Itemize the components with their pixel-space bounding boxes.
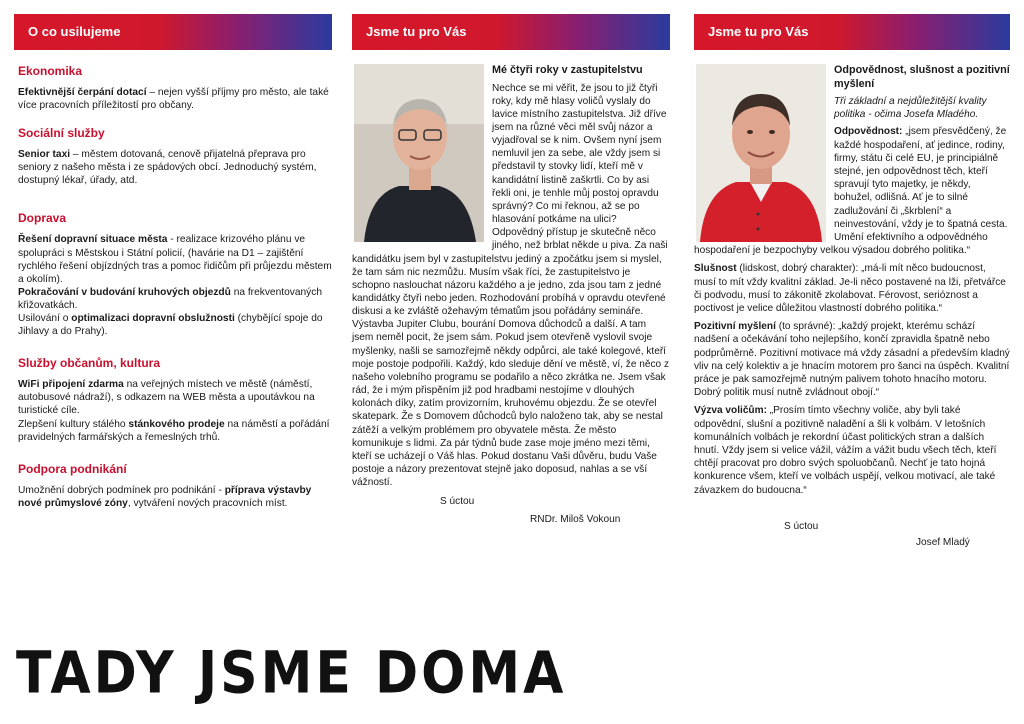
mlady-title: Odpovědnost, slušnost a pozitivní myšlení xyxy=(834,64,1010,90)
social-text: Senior taxi – městem dotovaná, cenově přijatelná přeprava pro seniory z našeho města i ze spádových obcí. Jednoduchý systém, dostupný lékař, úřady, atd. xyxy=(18,149,317,187)
transport-text-2: Pokračování v budování kruhových objezdů na frekventovaných křižovatkách. xyxy=(18,286,323,311)
mlady-photo xyxy=(696,64,826,242)
services-text-1: WiFi připojení zdarma na veřejných místech ve městě (náměstí, autobusové nádraží), s odkazem na WEB města a upoutávkou na turistické cíle. xyxy=(18,379,315,417)
mlady-positive-thinking: Pozitivní myšlení (to správné): „každý projekt, kterému schází nadšení a očekávání toho nejlepšího, končí zpravidla špatně nebo podprůměrně. Pozitivní motivace má vždy zásadní a především kladný vliv na celý kolektiv a je hnacím motorem pro šanci na úspěch. Kvalitní práce je pak samozřejmě nutným palivem tohoto hnacího motoru. Dobrý politik musí nutně zvládnout obojí.“ xyxy=(694,321,1010,399)
mlady-header: Jsme tu pro Vás xyxy=(694,14,1010,50)
column-mlady xyxy=(694,14,1010,549)
vokoun-body: Nechce se mi věřit, že jsou to již čtyři roky, kdy mě hlasy voličů vyslaly do lavice místního zastupitelstva. Již dříve jsem na různé věci měl svůj názor a vyjadřoval se k nim. Ovšem nyní jsem nemluvil jen za sebe, ale vždy jsem si představil ty stovky lidí, kteří mě v kandidátní listině zaškrtli. Co by asi řekli oni, je tenhle můj postoj opravdu správný? Co mi řeknou, až se po hlasování potkáme na ulici? Odpovědný přístup je skutečně něco jiného, než brblat někde u piva. Za naši kandidátku jsem byl v zastupitelstvu jediný a zpočátku jsem si myslel, že tam sám nic nezmůžu. Musím však říci, že zastupitelstvo je schopno naslouchat názoru každého a je jedno, zda jsou tam z jedné kandidátky čtyři nebo jeden. Rozhodování probíhá v opravdu otevřené diskusi a ke zvláště ožehavým tématům jsou pořádány semináře. Výstavba Jupiter Clubu, bourání Domova důchodců a další. A tam jsem neměl pocit, že jsem sám. Pokud jsem otevřeně vyslovil svoje myšlenky, našli se samozřejmě někdy odpůrci, ale také kolegové, kteří moje postoje podpořili. Každý, kdo sleduje dění ve městě, ví, že něco z našeho volebního programu se podařilo a něco zkrátka ne. Jsem však rád, že i mým přispěním již pod hradbami nestojíme v dlouhých kolonách díky, zatím provizorním, kruhovému objezdu. Že se otevřel skatepark. Že s Domovem důchodců bylo naloženo tak, aby se nestal zátěží a velkým problémem pro obyvatele města. Že město komunikuje s lidmi. Za pár týdnů bude zase moje jméno mezi těmi, kteří se ucházejí o Váš hlas. Pokud dostanu Vaši důvěru, budu Vaše postoje a názory prezentovat stejně jako doposud, nahlas a se vší vážností. xyxy=(352,82,670,489)
mlady-subtitle: Tři základní a nejdůležitější kvality politika - očima Josefa Mladého. xyxy=(834,96,987,121)
vokoun-photo xyxy=(354,64,484,242)
section-title-transport: Doprava xyxy=(18,211,67,226)
vokoun-greeting: S úctou xyxy=(440,496,475,508)
section-title-business: Podpora podnikání xyxy=(18,461,127,476)
column-vokoun xyxy=(352,14,670,526)
mlady-responsibility: Odpovědnost: „jsem přesvědčený, že každé hospodaření, ať jedince, rodiny, firmy, státu či celé EU, je principiálně stejné, jen odpovědnost těch, kteří spravují tyto majetky, je někdy, bohužel, odlišná. Ať je to silné zadlužování či „škrblení“ a neinvestování, vždy je to špatná cesta. Umění efektivního a odpovědného hospodaření je bezpochyby velkou výsadou dobrého politika.“ xyxy=(694,126,1008,257)
section-title-services: Služby občanům, kultura xyxy=(18,356,161,371)
column-goals xyxy=(14,14,332,514)
mlady-greeting: S úctou xyxy=(784,520,819,532)
mlady-appeal: Výzva voličům: „Prosím tímto všechny voliče, aby byli také odpovědní, slušní a pozitivně naladění a šli k volbám. V letošních komunálních volbách je rekordní účast politických stran a dalších hnutí. Vždy jsem si velice vážil, vážím a vážit budu všech těch, kteří chtějí pracovat pro dobro svých spoluobčanů. Nechť je tato hojná konkurence všem, kteří ve volbách uspějí, velkou motivací, ale také závazkem do budoucna.“ xyxy=(694,405,997,496)
section-title-economy: Ekonomika xyxy=(18,64,83,78)
transport-text-1: Řešení dopravní situace města - realizace krizového plánu ve spolupráci s Městskou i Státní policií, (havárie na D1 – zajištění rychlého řešení objízdných tras a pomoc řidičům při průjezdu městem a okolím). xyxy=(18,234,332,285)
mlady-signature: Josef Mladý xyxy=(916,537,970,549)
slogan: TADY JSME DOMA xyxy=(16,640,567,708)
services-text-2: Zlepšení kultury stálého stánkového prodeje na náměstí a pořádání pravidelných farmářských a řemeslných trhů. xyxy=(18,418,330,443)
transport-text-3: Usilování o optimalizaci dopravní obslužnosti (chybějící spoje do Jihlavy a do Prahy). xyxy=(18,313,323,338)
section-title-social: Sociální služby xyxy=(18,126,105,141)
vokoun-header: Jsme tu pro Vás xyxy=(352,14,670,50)
economy-text: Efektivnější čerpání dotací – nejen vyšší příjmy pro město, ale také více pracovních příležitostí pro občany. xyxy=(18,87,329,112)
business-text: Umožnění dobrých podmínek pro podnikání - příprava výstavby nové průmyslové zóny, vytváření nových pracovních míst. xyxy=(18,484,312,509)
goals-header: O co usilujeme xyxy=(14,14,332,50)
vokoun-signature: RNDr. Miloš Vokoun xyxy=(530,513,621,525)
mlady-decency: Slušnost (lidskost, dobrý charakter): „má-li mít něco budoucnost, musí to mít vždy kvalitní základ. Je-li něco postavené na lži, přetvářce či podvodu, musí to zákonitě zkolabovat. Férovost, serióznost a poctivost je velice důležitou vlastností dobrého politika.“ xyxy=(694,263,1006,315)
vokoun-title: Mé čtyři roky v zastupitelstvu xyxy=(492,64,643,76)
